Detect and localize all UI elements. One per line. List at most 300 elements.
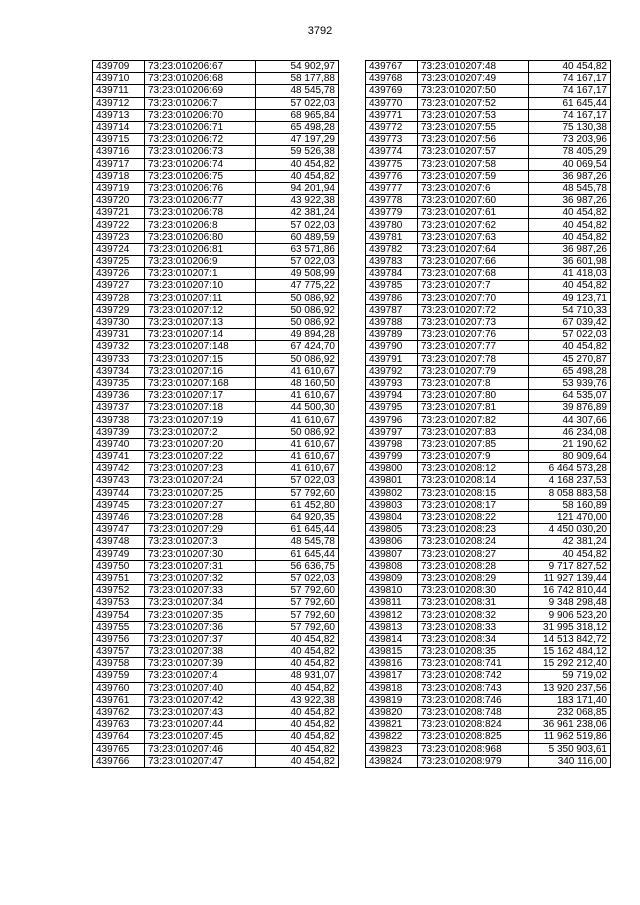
value-cell: 57 022,03 (256, 219, 339, 231)
value-cell: 40 454,82 (256, 646, 339, 658)
cadastral-number-cell: 73:23:010207:11 (145, 292, 256, 304)
table-row (366, 134, 611, 146)
row-number-cell: 439740 (93, 438, 145, 450)
table-row (366, 609, 611, 621)
cadastral-number-cell: 73:23:010207:60 (418, 195, 529, 207)
row-number-cell: 439715 (93, 134, 145, 146)
value-cell: 73 203,96 (529, 134, 611, 146)
cadastral-number-cell: 73:23:010207:82 (418, 414, 529, 426)
table-row (93, 243, 339, 255)
cadastral-number-cell: 73:23:010207:72 (418, 304, 529, 316)
value-cell: 8 058 883,58 (529, 487, 611, 499)
cadastral-number-cell: 73:23:010206:8 (145, 219, 256, 231)
row-number-cell: 439710 (93, 73, 145, 85)
table-row (93, 377, 339, 389)
row-number-cell: 439768 (366, 73, 418, 85)
cadastral-number-cell: 73:23:010208:14 (418, 475, 529, 487)
cadastral-number-cell: 73:23:010207:34 (145, 597, 256, 609)
row-number-cell: 439823 (366, 743, 418, 755)
row-number-cell: 439795 (366, 402, 418, 414)
cadastral-number-cell: 73:23:010207:50 (418, 85, 529, 97)
table-row (366, 597, 611, 609)
table-row (93, 85, 339, 97)
row-number-cell: 439723 (93, 231, 145, 243)
cadastral-number-cell: 73:23:010207:30 (145, 548, 256, 560)
row-number-cell: 439798 (366, 438, 418, 450)
value-cell: 44 307,66 (529, 414, 611, 426)
cadastral-number-cell: 73:23:010207:23 (145, 463, 256, 475)
value-cell: 15 292 212,40 (529, 658, 611, 670)
row-number-cell: 439789 (366, 329, 418, 341)
row-number-cell: 439816 (366, 658, 418, 670)
table-row (366, 61, 611, 73)
row-number-cell: 439717 (93, 158, 145, 170)
row-number-cell: 439746 (93, 511, 145, 523)
cadastral-number-cell: 73:23:010208:12 (418, 463, 529, 475)
table-row (366, 146, 611, 158)
value-cell: 40 454,82 (256, 658, 339, 670)
row-number-cell: 439808 (366, 560, 418, 572)
cadastral-number-cell: 73:23:010207:52 (418, 97, 529, 109)
row-number-cell: 439772 (366, 121, 418, 133)
value-cell: 57 022,03 (256, 256, 339, 268)
table-row (366, 536, 611, 548)
cadastral-number-cell: 73:23:010207:29 (145, 524, 256, 536)
row-number-cell: 439713 (93, 109, 145, 121)
cadastral-number-cell: 73:23:010207:77 (418, 341, 529, 353)
row-number-cell: 439758 (93, 658, 145, 670)
cadastral-number-cell: 73:23:010207:31 (145, 560, 256, 572)
cadastral-number-cell: 73:23:010207:85 (418, 438, 529, 450)
row-number-cell: 439743 (93, 475, 145, 487)
table-row (93, 195, 339, 207)
value-cell: 36 961 238,06 (529, 719, 611, 731)
value-cell: 40 454,82 (529, 61, 611, 73)
table-row (93, 719, 339, 731)
table-row (366, 633, 611, 645)
cadastral-number-cell: 73:23:010207:38 (145, 646, 256, 658)
value-cell: 36 601,98 (529, 256, 611, 268)
cadastral-number-cell: 73:23:010207:80 (418, 390, 529, 402)
value-cell: 68 965,84 (256, 109, 339, 121)
table-row (366, 97, 611, 109)
cadastral-number-cell: 73:23:010207:61 (418, 207, 529, 219)
value-cell: 41 610,67 (256, 451, 339, 463)
row-number-cell: 439719 (93, 182, 145, 194)
value-cell: 50 086,92 (256, 316, 339, 328)
table-row (93, 682, 339, 694)
cadastral-number-cell: 73:23:010207:55 (418, 121, 529, 133)
row-number-cell: 439725 (93, 256, 145, 268)
row-number-cell: 439763 (93, 719, 145, 731)
table-row (93, 219, 339, 231)
table-row (93, 280, 339, 292)
cadastral-number-cell: 73:23:010208:34 (418, 633, 529, 645)
row-number-cell: 439756 (93, 633, 145, 645)
table-row (93, 292, 339, 304)
row-number-cell: 439747 (93, 524, 145, 536)
value-cell: 74 167,17 (529, 85, 611, 97)
value-cell: 63 571,86 (256, 243, 339, 255)
row-number-cell: 439777 (366, 182, 418, 194)
table-row (93, 743, 339, 755)
value-cell: 183 171,40 (529, 694, 611, 706)
value-cell: 9 717 827,52 (529, 560, 611, 572)
table-row (366, 755, 611, 767)
table-row (366, 243, 611, 255)
row-number-cell: 439790 (366, 341, 418, 353)
row-number-cell: 439769 (366, 85, 418, 97)
table-row (366, 304, 611, 316)
table-row (366, 572, 611, 584)
row-number-cell: 439813 (366, 621, 418, 633)
row-number-cell: 439771 (366, 109, 418, 121)
cadastral-number-cell: 73:23:010206:67 (145, 61, 256, 73)
row-number-cell: 439716 (93, 146, 145, 158)
row-number-cell: 439724 (93, 243, 145, 255)
cadastral-number-cell: 73:23:010206:80 (145, 231, 256, 243)
value-cell: 48 545,78 (529, 182, 611, 194)
row-number-cell: 439796 (366, 414, 418, 426)
value-cell: 45 270,87 (529, 353, 611, 365)
cadastral-number-cell: 73:23:010206:77 (145, 195, 256, 207)
cadastral-number-cell: 73:23:010207:148 (145, 341, 256, 353)
row-number-cell: 439799 (366, 451, 418, 463)
table-row (93, 572, 339, 584)
cadastral-number-cell: 73:23:010208:825 (418, 731, 529, 743)
row-number-cell: 439730 (93, 316, 145, 328)
value-cell: 43 922,38 (256, 694, 339, 706)
value-cell: 40 454,82 (256, 731, 339, 743)
value-cell: 48 931,07 (256, 670, 339, 682)
value-cell: 57 022,03 (256, 97, 339, 109)
table-row (93, 402, 339, 414)
row-number-cell: 439794 (366, 390, 418, 402)
cadastral-number-cell: 73:23:010207:2 (145, 426, 256, 438)
cadastral-number-cell: 73:23:010207:39 (145, 658, 256, 670)
row-number-cell: 439793 (366, 377, 418, 389)
table-row (366, 219, 611, 231)
table-row (93, 536, 339, 548)
value-cell: 15 162 484,12 (529, 646, 611, 658)
value-cell: 53 939,76 (529, 377, 611, 389)
value-cell: 58 160,89 (529, 499, 611, 511)
row-number-cell: 439815 (366, 646, 418, 658)
table-row (366, 292, 611, 304)
row-number-cell: 439760 (93, 682, 145, 694)
cadastral-number-cell: 73:23:010207:27 (145, 499, 256, 511)
cadastral-number-cell: 73:23:010207:8 (418, 377, 529, 389)
cadastral-number-cell: 73:23:010207:58 (418, 158, 529, 170)
row-number-cell: 439785 (366, 280, 418, 292)
cadastral-number-cell: 73:23:010207:48 (418, 61, 529, 73)
row-number-cell: 439783 (366, 256, 418, 268)
value-cell: 47 775,22 (256, 280, 339, 292)
value-cell: 48 545,78 (256, 536, 339, 548)
cadastral-number-cell: 73:23:010206:75 (145, 170, 256, 182)
row-number-cell: 439757 (93, 646, 145, 658)
cadastral-number-cell: 73:23:010207:14 (145, 329, 256, 341)
cadastral-number-cell: 73:23:010207:13 (145, 316, 256, 328)
row-number-cell: 439718 (93, 170, 145, 182)
table-row (93, 134, 339, 146)
value-cell: 59 526,38 (256, 146, 339, 158)
table-row (93, 463, 339, 475)
cadastral-number-cell: 73:23:010206:69 (145, 85, 256, 97)
cadastral-number-cell: 73:23:010207:33 (145, 585, 256, 597)
cadastral-number-cell: 73:23:010208:23 (418, 524, 529, 536)
cadastral-number-cell: 73:23:010208:27 (418, 548, 529, 560)
row-number-cell: 439788 (366, 316, 418, 328)
table-row (366, 170, 611, 182)
value-cell: 39 876,89 (529, 402, 611, 414)
row-number-cell: 439733 (93, 353, 145, 365)
value-cell: 40 454,82 (529, 341, 611, 353)
row-number-cell: 439792 (366, 365, 418, 377)
row-number-cell: 439805 (366, 524, 418, 536)
value-cell: 50 086,92 (256, 353, 339, 365)
table-row (366, 706, 611, 718)
value-cell: 57 792,60 (256, 609, 339, 621)
row-number-cell: 439773 (366, 134, 418, 146)
row-number-cell: 439721 (93, 207, 145, 219)
cadastral-number-cell: 73:23:010206:76 (145, 182, 256, 194)
value-cell: 50 086,92 (256, 426, 339, 438)
cadastral-number-cell: 73:23:010207:57 (418, 146, 529, 158)
row-number-cell: 439810 (366, 585, 418, 597)
row-number-cell: 439814 (366, 633, 418, 645)
row-number-cell: 439780 (366, 219, 418, 231)
cadastral-number-cell: 73:23:010207:7 (418, 280, 529, 292)
cadastral-number-cell: 73:23:010207:49 (418, 73, 529, 85)
cadastral-number-cell: 73:23:010207:20 (145, 438, 256, 450)
cadastral-number-cell: 73:23:010207:64 (418, 243, 529, 255)
cadastral-number-cell: 73:23:010207:40 (145, 682, 256, 694)
table-row (366, 670, 611, 682)
cadastral-number-cell: 73:23:010207:35 (145, 609, 256, 621)
value-cell: 48 160,50 (256, 377, 339, 389)
table-row (93, 487, 339, 499)
value-cell: 46 234,08 (529, 426, 611, 438)
cadastral-number-cell: 73:23:010207:79 (418, 365, 529, 377)
row-number-cell: 439779 (366, 207, 418, 219)
value-cell: 44 500,30 (256, 402, 339, 414)
cadastral-number-cell: 73:23:010207:44 (145, 719, 256, 731)
row-number-cell: 439754 (93, 609, 145, 621)
value-cell: 42 381,24 (256, 207, 339, 219)
value-cell: 61 645,44 (256, 524, 339, 536)
row-number-cell: 439804 (366, 511, 418, 523)
value-cell: 232 068,85 (529, 706, 611, 718)
value-cell: 121 470,00 (529, 511, 611, 523)
table-row (93, 621, 339, 633)
table-row (366, 365, 611, 377)
cadastral-number-cell: 73:23:010207:83 (418, 426, 529, 438)
value-cell: 67 424,70 (256, 341, 339, 353)
value-cell: 59 719,02 (529, 670, 611, 682)
row-number-cell: 439745 (93, 499, 145, 511)
value-cell: 40 454,82 (256, 706, 339, 718)
cadastral-number-cell: 73:23:010207:16 (145, 365, 256, 377)
cadastral-number-cell: 73:23:010208:748 (418, 706, 529, 718)
cadastral-number-cell: 73:23:010208:29 (418, 572, 529, 584)
table-row (93, 341, 339, 353)
row-number-cell: 439741 (93, 451, 145, 463)
value-cell: 41 610,67 (256, 390, 339, 402)
value-cell: 31 995 318,12 (529, 621, 611, 633)
cadastral-number-cell: 73:23:010207:70 (418, 292, 529, 304)
row-number-cell: 439738 (93, 414, 145, 426)
value-cell: 94 201,94 (256, 182, 339, 194)
table-body-left (93, 61, 339, 768)
table-row (366, 511, 611, 523)
value-cell: 42 381,24 (529, 536, 611, 548)
value-cell: 40 454,82 (529, 207, 611, 219)
cadastral-number-cell: 73:23:010207:66 (418, 256, 529, 268)
table-row (366, 158, 611, 170)
row-number-cell: 439764 (93, 731, 145, 743)
value-cell: 58 177,88 (256, 73, 339, 85)
value-cell: 9 348 298,48 (529, 597, 611, 609)
row-number-cell: 439801 (366, 475, 418, 487)
row-number-cell: 439739 (93, 426, 145, 438)
table-row (366, 560, 611, 572)
row-number-cell: 439720 (93, 195, 145, 207)
table-row (93, 182, 339, 194)
table-row (93, 658, 339, 670)
value-cell: 43 922,38 (256, 195, 339, 207)
table-row (366, 451, 611, 463)
value-cell: 40 069,54 (529, 158, 611, 170)
row-number-cell: 439787 (366, 304, 418, 316)
row-number-cell: 439748 (93, 536, 145, 548)
cadastral-number-cell: 73:23:010208:33 (418, 621, 529, 633)
row-number-cell: 439722 (93, 219, 145, 231)
value-cell: 11 927 139,44 (529, 572, 611, 584)
value-cell: 50 086,92 (256, 304, 339, 316)
row-number-cell: 439732 (93, 341, 145, 353)
table-row (366, 731, 611, 743)
row-number-cell: 439752 (93, 585, 145, 597)
value-cell: 36 987,26 (529, 243, 611, 255)
table-row (366, 390, 611, 402)
cadastral-number-cell: 73:23:010208:35 (418, 646, 529, 658)
table-row (93, 524, 339, 536)
row-number-cell: 439751 (93, 572, 145, 584)
cadastral-number-cell: 73:23:010206:81 (145, 243, 256, 255)
table-row (93, 365, 339, 377)
cadastral-number-cell: 73:23:010207:73 (418, 316, 529, 328)
value-cell: 64 920,35 (256, 511, 339, 523)
table-row (93, 97, 339, 109)
value-cell: 6 464 573,28 (529, 463, 611, 475)
table-row (366, 109, 611, 121)
value-cell: 9 906 523,20 (529, 609, 611, 621)
value-cell: 40 454,82 (529, 548, 611, 560)
cadastral-number-cell: 73:23:010208:15 (418, 487, 529, 499)
value-cell: 80 909,64 (529, 451, 611, 463)
value-cell: 40 454,82 (256, 755, 339, 767)
cadastral-number-cell: 73:23:010207:168 (145, 377, 256, 389)
table-row (93, 304, 339, 316)
table-row (366, 73, 611, 85)
cadastral-number-cell: 73:23:010206:78 (145, 207, 256, 219)
cadastral-number-cell: 73:23:010207:9 (418, 451, 529, 463)
cadastral-number-cell: 73:23:010208:30 (418, 585, 529, 597)
value-cell: 57 792,60 (256, 621, 339, 633)
table-row (93, 109, 339, 121)
row-number-cell: 439776 (366, 170, 418, 182)
cadastral-number-cell: 73:23:010207:18 (145, 402, 256, 414)
table-row (366, 743, 611, 755)
table-row (366, 499, 611, 511)
row-number-cell: 439755 (93, 621, 145, 633)
table-row (93, 316, 339, 328)
table-row (366, 414, 611, 426)
row-number-cell: 439784 (366, 268, 418, 280)
value-cell: 60 489,59 (256, 231, 339, 243)
row-number-cell: 439767 (366, 61, 418, 73)
table-row (366, 182, 611, 194)
row-number-cell: 439734 (93, 365, 145, 377)
cadastral-number-cell: 73:23:010208:24 (418, 536, 529, 548)
row-number-cell: 439770 (366, 97, 418, 109)
table-row (93, 256, 339, 268)
value-cell: 57 792,60 (256, 487, 339, 499)
table-row (366, 268, 611, 280)
value-cell: 78 405,29 (529, 146, 611, 158)
table-row (366, 85, 611, 97)
cadastral-number-cell: 73:23:010207:46 (145, 743, 256, 755)
value-cell: 54 902,97 (256, 61, 339, 73)
table-row (366, 646, 611, 658)
row-number-cell: 439821 (366, 719, 418, 731)
row-number-cell: 439731 (93, 329, 145, 341)
value-cell: 40 454,82 (529, 219, 611, 231)
cadastral-number-cell: 73:23:010207:78 (418, 353, 529, 365)
cadastral-number-cell: 73:23:010207:42 (145, 694, 256, 706)
table-row (366, 524, 611, 536)
value-cell: 40 454,82 (256, 158, 339, 170)
row-number-cell: 439812 (366, 609, 418, 621)
row-number-cell: 439712 (93, 97, 145, 109)
value-cell: 65 498,28 (256, 121, 339, 133)
value-cell: 54 710,33 (529, 304, 611, 316)
table-row (366, 463, 611, 475)
cadastral-number-cell: 73:23:010207:59 (418, 170, 529, 182)
value-cell: 41 418,03 (529, 268, 611, 280)
row-number-cell: 439765 (93, 743, 145, 755)
table-body-right (366, 61, 611, 768)
row-number-cell: 439711 (93, 85, 145, 97)
value-cell: 340 116,00 (529, 755, 611, 767)
value-cell: 56 636,75 (256, 560, 339, 572)
row-number-cell: 439786 (366, 292, 418, 304)
table-row (366, 548, 611, 560)
table-row (366, 195, 611, 207)
cadastral-number-cell: 73:23:010207:10 (145, 280, 256, 292)
cadastral-number-cell: 73:23:010208:22 (418, 511, 529, 523)
table-row (93, 560, 339, 572)
cadastral-number-cell: 73:23:010207:45 (145, 731, 256, 743)
table-row (366, 329, 611, 341)
cadastral-number-cell: 73:23:010207:62 (418, 219, 529, 231)
row-number-cell: 439766 (93, 755, 145, 767)
value-cell: 40 454,82 (256, 633, 339, 645)
cadastral-number-cell: 73:23:010208:28 (418, 560, 529, 572)
table-row (366, 256, 611, 268)
value-cell: 57 022,03 (256, 475, 339, 487)
